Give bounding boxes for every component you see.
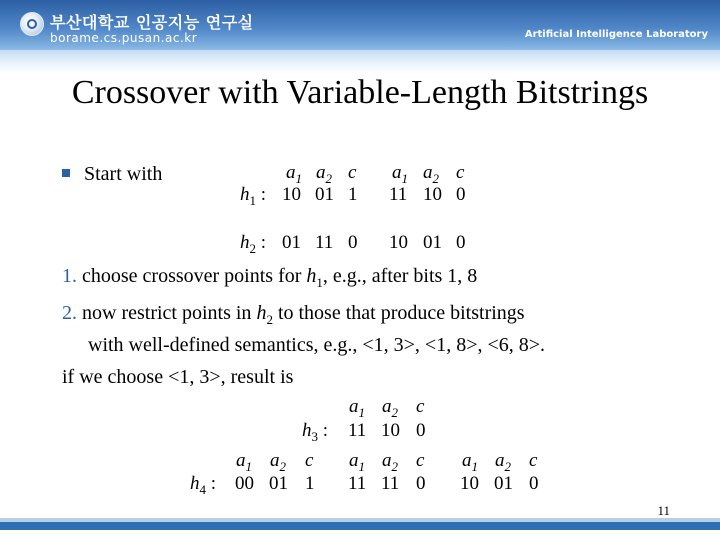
step-1-var: h [306, 265, 317, 287]
h4-cell: 0 [529, 473, 539, 494]
slide-title: Crossover with Variable-Length Bitstrings [71, 74, 649, 111]
header-c: c [348, 162, 357, 183]
h2-cell: 0 [348, 232, 358, 253]
page-number: 11 [657, 503, 670, 518]
h1-cell: 11 [389, 184, 408, 205]
h4-header-a1: $a_1$ [236, 450, 252, 474]
lab-name: Artificial Intelligence Laboratory [524, 29, 708, 40]
h4-header-a2: $a_2$ [382, 450, 398, 474]
h2-cell: 0 [456, 232, 466, 253]
bullet-text: Start with [84, 163, 163, 185]
h1-cell: 10 [423, 184, 442, 205]
h4-cell: 00 [235, 473, 254, 494]
h1-cell: 1 [348, 184, 358, 205]
step-1-sub: 1 [316, 275, 323, 290]
h1-label: $h_1$ : [240, 184, 267, 208]
step-1-text: choose crossover points for [77, 265, 307, 287]
step-2-sub: 2 [266, 312, 273, 327]
h4-label: $h_4$ : [190, 473, 217, 497]
h4-header-c: c [416, 450, 425, 471]
h1-cell: 0 [456, 184, 466, 205]
h4-header-a2: $a_2$ [270, 450, 286, 474]
department-name: 부산대학교 인공지능 연구실 [50, 13, 254, 32]
h4-header-c: c [305, 450, 314, 471]
h4-header-a1: $a_1$ [462, 450, 478, 474]
h3-cell: 10 [381, 420, 400, 441]
department-url: borame.cs.pusan.ac.kr [50, 31, 198, 45]
h4-cell: 11 [381, 473, 400, 494]
step-2-continued: with well-defined semantics, e.g., <1, 3>, <1, 8>, <6, 8>. [88, 334, 546, 356]
h2-cell: 11 [315, 232, 334, 253]
h4-cell: 0 [416, 473, 426, 494]
h4-header-a1: $a_1$ [349, 450, 365, 474]
university-logo-icon [20, 12, 44, 36]
step-2-var: h [256, 302, 267, 324]
footer-bar [0, 522, 720, 530]
h3-label: $h_3$ : [302, 420, 329, 444]
h2-cell: 01 [423, 232, 442, 253]
h4-cell: 01 [494, 473, 513, 494]
h4-header-c: c [529, 450, 538, 471]
header-c: c [456, 162, 465, 183]
header-a2: $a_2$ [316, 162, 332, 186]
step-2-text: now restrict points in [77, 302, 257, 324]
step-1-number: 1. [62, 265, 77, 287]
step-1 [62, 265, 477, 291]
h2-cell: 10 [389, 232, 408, 253]
h3-header-a1: $a_1$ [349, 396, 365, 420]
h4-cell: 01 [269, 473, 288, 494]
h4-cell: 1 [305, 473, 315, 494]
header-a1: $a_1$ [286, 162, 302, 186]
h4-header-a2: $a_2$ [495, 450, 511, 474]
h4-cell: 11 [348, 473, 367, 494]
step-2 [62, 302, 525, 328]
header-a1: $a_1$ [392, 162, 408, 186]
step-1-text-b: , e.g., after bits 1, 8 [322, 265, 478, 287]
h1-cell: 01 [315, 184, 334, 205]
h3-header-a2: $a_2$ [382, 396, 398, 420]
step-2-number: 2. [62, 302, 77, 324]
result-line: if we choose <1, 3>, result is [62, 366, 294, 388]
h3-cell: 0 [416, 420, 426, 441]
step-2-text-b: to those that produce bitstrings [272, 302, 525, 324]
header-a2: $a_2$ [423, 162, 439, 186]
h3-header-c: c [416, 396, 425, 417]
h2-label: $h_2$ : [240, 232, 267, 256]
h2-cell: 01 [282, 232, 301, 253]
h4-cell: 10 [460, 473, 479, 494]
square-bullet-icon [62, 169, 70, 177]
bullet-start-with [62, 163, 162, 186]
header-fade [0, 50, 720, 74]
h1-cell: 10 [282, 184, 301, 205]
h3-cell: 11 [348, 420, 367, 441]
